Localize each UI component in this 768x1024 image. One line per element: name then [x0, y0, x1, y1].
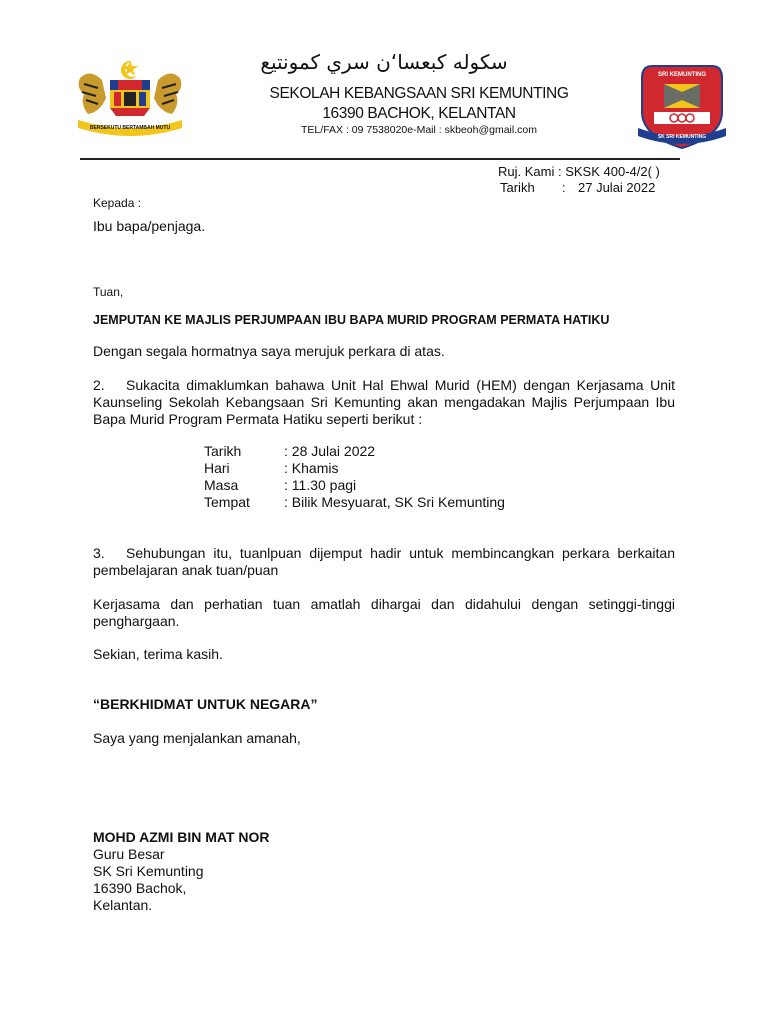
signatory-name: MOHD AZMI BIN MAT NOR	[93, 829, 270, 845]
tarikh-separator: :	[562, 180, 566, 195]
paragraph-3-text: Sehubungan itu, tuanlpuan dijemput hadir untuk membincangkan perkara berkaitan pembelajaran anak tuan/puan	[93, 545, 675, 578]
kepada-label: Kepada :	[93, 196, 142, 210]
paragraph-4: Kerjasama dan perhatian tuan amatlah dihargai dan didahului dengan setinggi-tinggi penghargaan.	[93, 596, 675, 629]
school-contact: TEL/FAX : 09 7538020e-Mail : skbeoh@gmail.com	[301, 124, 537, 136]
paragraph-1: Dengan segala hormatnya saya merujuk perkara di atas.	[93, 343, 445, 359]
motto: “BERKHIDMAT UNTUK NEGARA”	[93, 696, 318, 712]
reference-ruj	[498, 164, 660, 179]
paragraph-2	[93, 377, 675, 428]
event-row	[204, 460, 505, 477]
event-value: : 28 Julai 2022	[284, 443, 376, 459]
school-name-jawi: سکوله کبعسا‘ن سري کمونتيع	[260, 50, 508, 74]
tarikh-value: 27 Julai 2022	[578, 180, 656, 195]
paragraph-3	[93, 545, 675, 579]
paragraph-2-text: Sukacita dimaklumkan bahawa Unit Hal Ehwal Murid (HEM) dengan Kerjasama Unit Kaunseling Sekolah Kebangsaan Sri Kemunting akan mengadakan Majlis Perjumpaan Ibu Bapa Murid Program Permata Hatiku seperti berikut :	[93, 377, 675, 427]
signatory-address-line: Kelantan.	[93, 897, 153, 913]
school-address: 16390 BACHOK, KELANTAN	[322, 105, 516, 122]
ruj-label: Ruj. Kami :	[498, 164, 562, 179]
event-details	[204, 443, 505, 511]
event-label: Tarikh	[204, 443, 242, 459]
event-label: Tempat	[204, 494, 250, 510]
school-crest	[634, 60, 730, 152]
tarikh-label: Tarikh	[500, 180, 535, 195]
salutation: Tuan,	[93, 285, 124, 299]
event-value: : Khamis	[284, 460, 339, 476]
letterhead-divider	[80, 158, 680, 160]
reference-date	[500, 180, 655, 195]
school-name: SEKOLAH KEBANGSAAN SRI KEMUNTING	[269, 85, 569, 102]
paragraph-5: Sekian, terima kasih.	[93, 646, 223, 662]
crest-top-text: SRI KEMUNTING	[658, 72, 706, 78]
paragraph-3-number: 3.	[93, 545, 105, 561]
paragraph-2-number: 2.	[93, 377, 105, 393]
letter-subject: JEMPUTAN KE MAJLIS PERJUMPAAN IBU BAPA MURID PROGRAM PERMATA HATIKU	[93, 313, 610, 327]
event-row	[204, 443, 505, 460]
event-label: Masa	[204, 477, 239, 493]
event-row	[204, 477, 505, 494]
crest-motto-text: BERSEKUTU BERTAMBAH MUTU	[89, 125, 171, 131]
signatory-address-line: SK Sri Kemunting	[93, 863, 204, 879]
event-value: : Bilik Mesyuarat, SK Sri Kemunting	[284, 494, 505, 510]
ruj-value: SKSK 400-4/2( )	[565, 164, 660, 179]
signatory-address-line: 16390 Bachok,	[93, 880, 187, 896]
signatory-title: Guru Besar	[93, 846, 165, 862]
crest-banner-text: SK SRI KEMUNTING	[657, 134, 707, 140]
event-value: : 11.30 pagi	[284, 477, 357, 493]
closing-line: Saya yang menjalankan amanah,	[93, 730, 301, 746]
addressee: Ibu bapa/penjaga.	[93, 218, 206, 234]
event-label: Hari	[204, 460, 230, 476]
event-row	[204, 494, 505, 511]
